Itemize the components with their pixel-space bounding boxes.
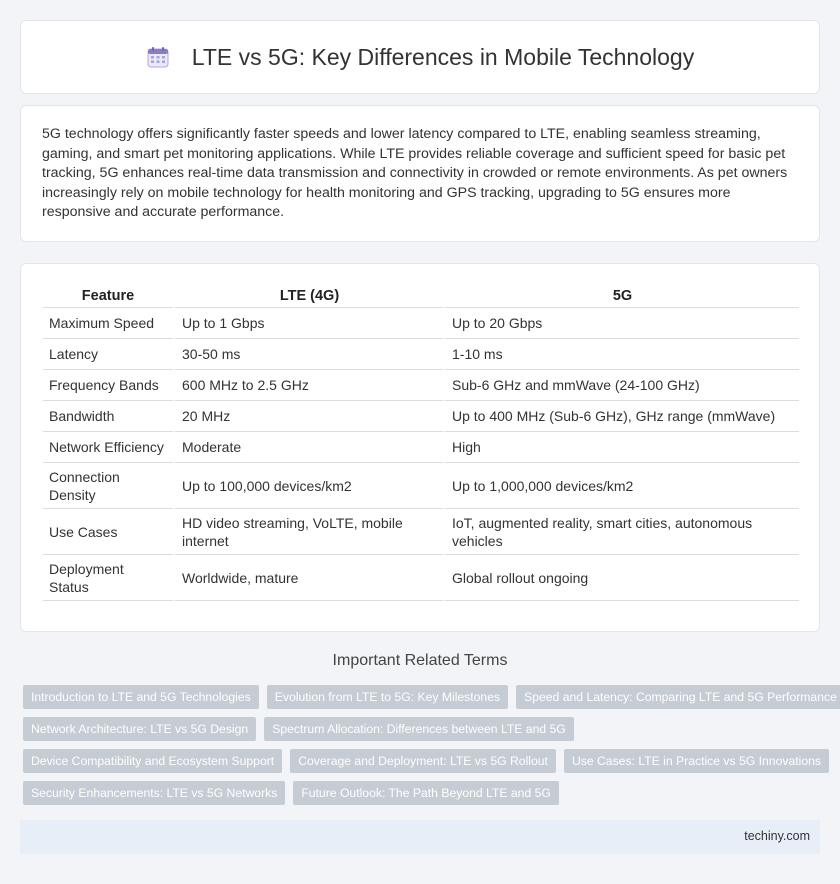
table-cell: HD video streaming, VoLTE, mobile internet [173,509,443,555]
header-card [20,20,820,94]
related-term-link[interactable]: Evolution from LTE to 5G: Key Milestones [267,685,508,709]
table-row [43,370,799,401]
intro-card [20,105,820,242]
related-term-link[interactable]: Coverage and Deployment: LTE vs 5G Rollout [290,749,556,773]
table-cell: IoT, augmented reality, smart cities, autonomous vehicles [443,509,799,555]
table-cell: Moderate [173,432,443,463]
related-term-link[interactable]: Security Enhancements: LTE vs 5G Networks [23,781,285,805]
table-cell: Maximum Speed [43,308,173,339]
header-5g: 5G [443,284,799,308]
table-cell: Use Cases [43,509,173,555]
table-cell: Deployment Status [43,555,173,601]
table-cell: Global rollout ongoing [443,555,799,601]
table-cell: Sub-6 GHz and mmWave (24-100 GHz) [443,370,799,401]
table-cell: Up to 20 Gbps [443,308,799,339]
related-term-link[interactable]: Spectrum Allocation: Differences between LTE and 5G [264,717,574,741]
footer-site: techiny.com [744,829,810,843]
table-cell: Latency [43,339,173,370]
header-feature: Feature [43,284,173,308]
related-term-link[interactable]: Speed and Latency: Comparing LTE and 5G Performance [516,685,840,709]
related-term-link[interactable]: Use Cases: LTE in Practice vs 5G Innovations [564,749,829,773]
comparison-card [20,263,820,632]
table-cell: High [443,432,799,463]
table-cell: Up to 100,000 devices/km2 [173,463,443,509]
table-cell: 20 MHz [173,401,443,432]
intro-text: 5G technology offers significantly faster speeds and lower latency compared to LTE, enabling seamless streaming, gaming, and smart pet monitoring applications. While LTE provides reliable coverage and sufficient speed for basic pet tracking, 5G enhances real-time data transmission and connectivity in crowded or remote environments. As pet owners increasingly rely on mobile technology for health monitoring and GPS tracking, upgrading to 5G ensures more responsive and accurate performance. [42,126,788,221]
related-term-link[interactable]: Future Outlook: The Path Beyond LTE and 5G [293,781,559,805]
table-row [43,432,799,463]
table-cell: Up to 400 MHz (Sub-6 GHz), GHz range (mmWave) [443,401,799,432]
table-cell: 600 MHz to 2.5 GHz [173,370,443,401]
table-row [43,463,799,509]
page-title: LTE vs 5G: Key Differences in Mobile Technology [191,43,695,70]
related-terms-list [23,685,837,813]
table-row [43,509,799,555]
table-cell: 30-50 ms [173,339,443,370]
table-row [43,401,799,432]
table-cell: Connection Density [43,463,173,509]
table-cell: Up to 1,000,000 devices/km2 [443,463,799,509]
related-term-link[interactable]: Introduction to LTE and 5G Technologies [23,685,259,709]
related-terms-title: Important Related Terms [332,652,508,669]
table-cell: 1-10 ms [443,339,799,370]
table-row [43,339,799,370]
table-cell: Worldwide, mature [173,555,443,601]
table-row [43,555,799,601]
table-cell: Up to 1 Gbps [173,308,443,339]
footer [20,820,820,854]
header-lte: LTE (4G) [173,284,443,308]
table-cell: Frequency Bands [43,370,173,401]
calendar-icon [146,45,170,69]
table-cell: Network Efficiency [43,432,173,463]
table-header-row [43,284,799,308]
related-term-link[interactable]: Device Compatibility and Ecosystem Support [23,749,282,773]
table-row [43,308,799,339]
comparison-table [43,284,799,601]
related-term-link[interactable]: Network Architecture: LTE vs 5G Design [23,717,256,741]
table-cell: Bandwidth [43,401,173,432]
